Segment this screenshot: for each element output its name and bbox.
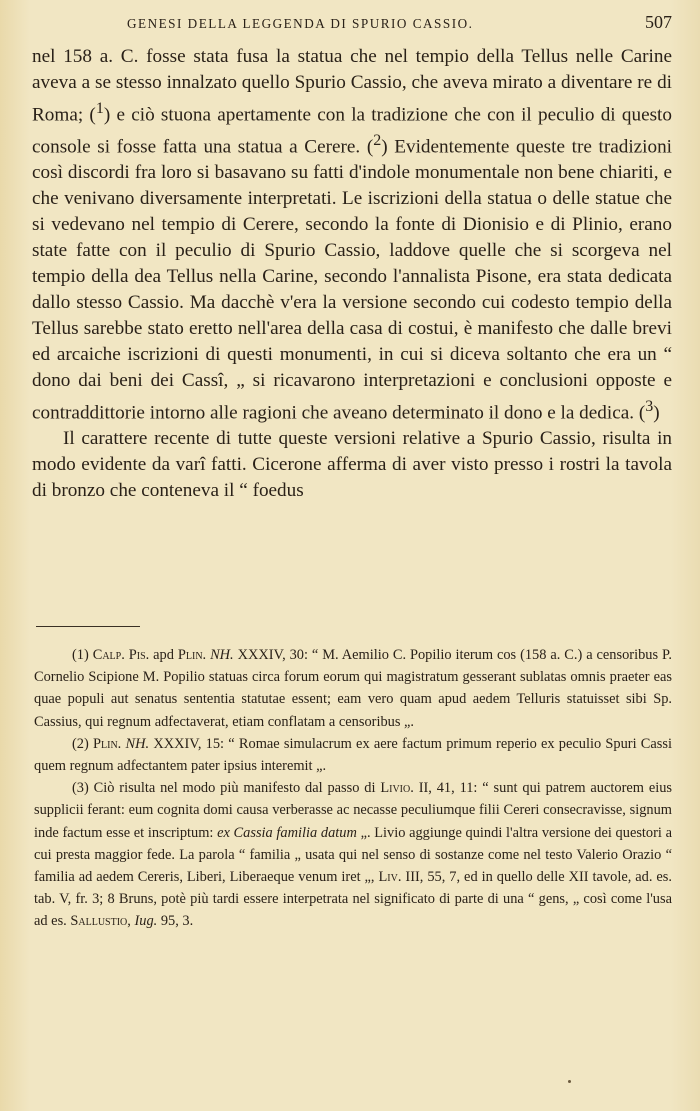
footnote-author: Plin. <box>93 735 122 752</box>
footnote-text: XXXIV, 15: “ Romae simulacrum ex aere factum primum reperio ex peculio Spuri Cassi quem regnum adfectantem pater ipsius interemit „. <box>34 735 672 775</box>
text-run: ) e ciò stuona apertamente con la tradizione che con il peculio di questo console si fosse fatta una statua a Cerere. ( <box>32 104 672 158</box>
main-text <box>32 44 672 504</box>
footnote-quote: ex Cassia familia datum <box>217 824 357 841</box>
footnote-work: NH. <box>121 735 150 752</box>
page-speck <box>568 1080 571 1083</box>
text-run: nel 158 a. C. fosse stata fusa la statua che nel tempio della Tellus nelle Carine aveva a se stesso innalzato quello Spurio Cassio, che aveva mirato a diventare re di Roma; ( <box>32 46 672 126</box>
footnote-text: . II, 41, 11: “ sunt qui patrem auctorem eius supplicii ferant: eum cognita domi causa verberasse ac necasse peculiumque filii Cereri consecravisse, signum inde factum esse et inscriptum: <box>34 780 672 841</box>
footnote-ref-1: 1 <box>95 99 104 117</box>
text-run: ) <box>653 401 660 423</box>
footnote-mark: (2) <box>72 735 89 752</box>
footnote-text: , <box>127 913 135 930</box>
footnote-author: Sallustio <box>70 913 128 930</box>
footnotes <box>34 644 672 933</box>
footnote-2 <box>34 733 672 777</box>
footnote-1 <box>34 644 672 733</box>
text-run: ) Evidentemente queste tre tradizioni così discordi fra loro si basavano su fatti d'indole monumentale non bene chiariti, e che venivano diversamente interpretati. Le iscrizioni della statua o delle statue che si vedevano nel tempio di Cerere, secondo la fonte di Dionisio e di Plinio, erano state fatte con il peculio di Spurio Cassio, laddove quelle che si scorgeva nel tempio della dea Tellus nella Carine, secondo l'annalista Pisone, era stata dedicata dallo stesso Cassio. Ma dacchè v'era la versione secondo cui codesto tempio della Tellus sarebbe stato eretto nell'area della casa di costui, è manifesto che dalle brevi ed arcaiche iscrizioni di questi monumenti, in cui si diceva soltanto che era un “ dono dai beni dei Cassî, „ si ricavarono interpretazioni e conclusioni opposte e contraddittorie intorno alle ragioni che aveano determinato il dono e la dedica. ( <box>32 136 673 423</box>
footnote-author: Liv. <box>378 869 402 886</box>
footnote-text: III, 55, 7, ed in quello delle XII tavole, ad. es. tab. V, fr. 3; 8 Bruns, potè più tardi essere interpetrata nel significato di parte di una “ gens, „ così come l'usa ad es. <box>34 869 672 930</box>
footnote-text: 95, 3. <box>157 913 194 930</box>
footnote-ref-2: 2 <box>373 132 382 150</box>
footnote-rule <box>36 626 140 627</box>
footnote-author: Plin. <box>177 647 207 663</box>
page-number: 507 <box>645 12 672 32</box>
paragraph-1 <box>32 44 672 426</box>
footnote-mark: (1) <box>72 647 89 663</box>
footnote-work: Iug. <box>134 913 158 930</box>
paragraph-2: Il carattere recente di tutte queste versioni relative a Spurio Cassio, risulta in modo evidente da varî fatti. Cicerone afferma di aver visto presso i rostri la tavola di bronzo che conteneva il “ foedus <box>32 427 672 501</box>
footnote-text: apd <box>149 647 178 663</box>
footnote-author: Livio <box>380 780 411 797</box>
footnote-3 <box>34 777 672 932</box>
running-head: GENESI DELLA LEGGENDA DI SPURIO CASSIO. <box>127 16 474 31</box>
footnote-work: NH. <box>206 647 234 663</box>
footnote-author: Calp. Pis. <box>92 647 150 663</box>
footnote-text: „. Livio aggiunge quindi l'altra versione dei questori a cui presta maggior fede. La parola “ familia „ usata qui nel senso di sostanze come nel testo Valerio Orazio “ familia ad aedem Cereris, Liberi, Liberaeque venum iret „, <box>34 824 672 886</box>
footnote-mark: (3) <box>72 780 89 797</box>
footnote-ref-3: 3 <box>645 397 654 415</box>
footnote-text: Ciò risulta nel modo più manifesto dal passo di <box>88 780 381 797</box>
page-header <box>32 14 672 38</box>
footnote-text: XXXIV, 30: “ M. Aemilio C. Popilio iterum cos (158 a. C.) a censoribus P. Cornelio Scipione M. Popilio statuas circa forum eorum qui magistratum gesserant sublatas omnis praeter eas quae populi aut senatus sententia statutae essent; eam vero quam apud aedem Telluris statuisset sibi Sp. Cassius, qui regnum adfectaverat, etiam conflatam a censoribus „. <box>34 647 672 730</box>
